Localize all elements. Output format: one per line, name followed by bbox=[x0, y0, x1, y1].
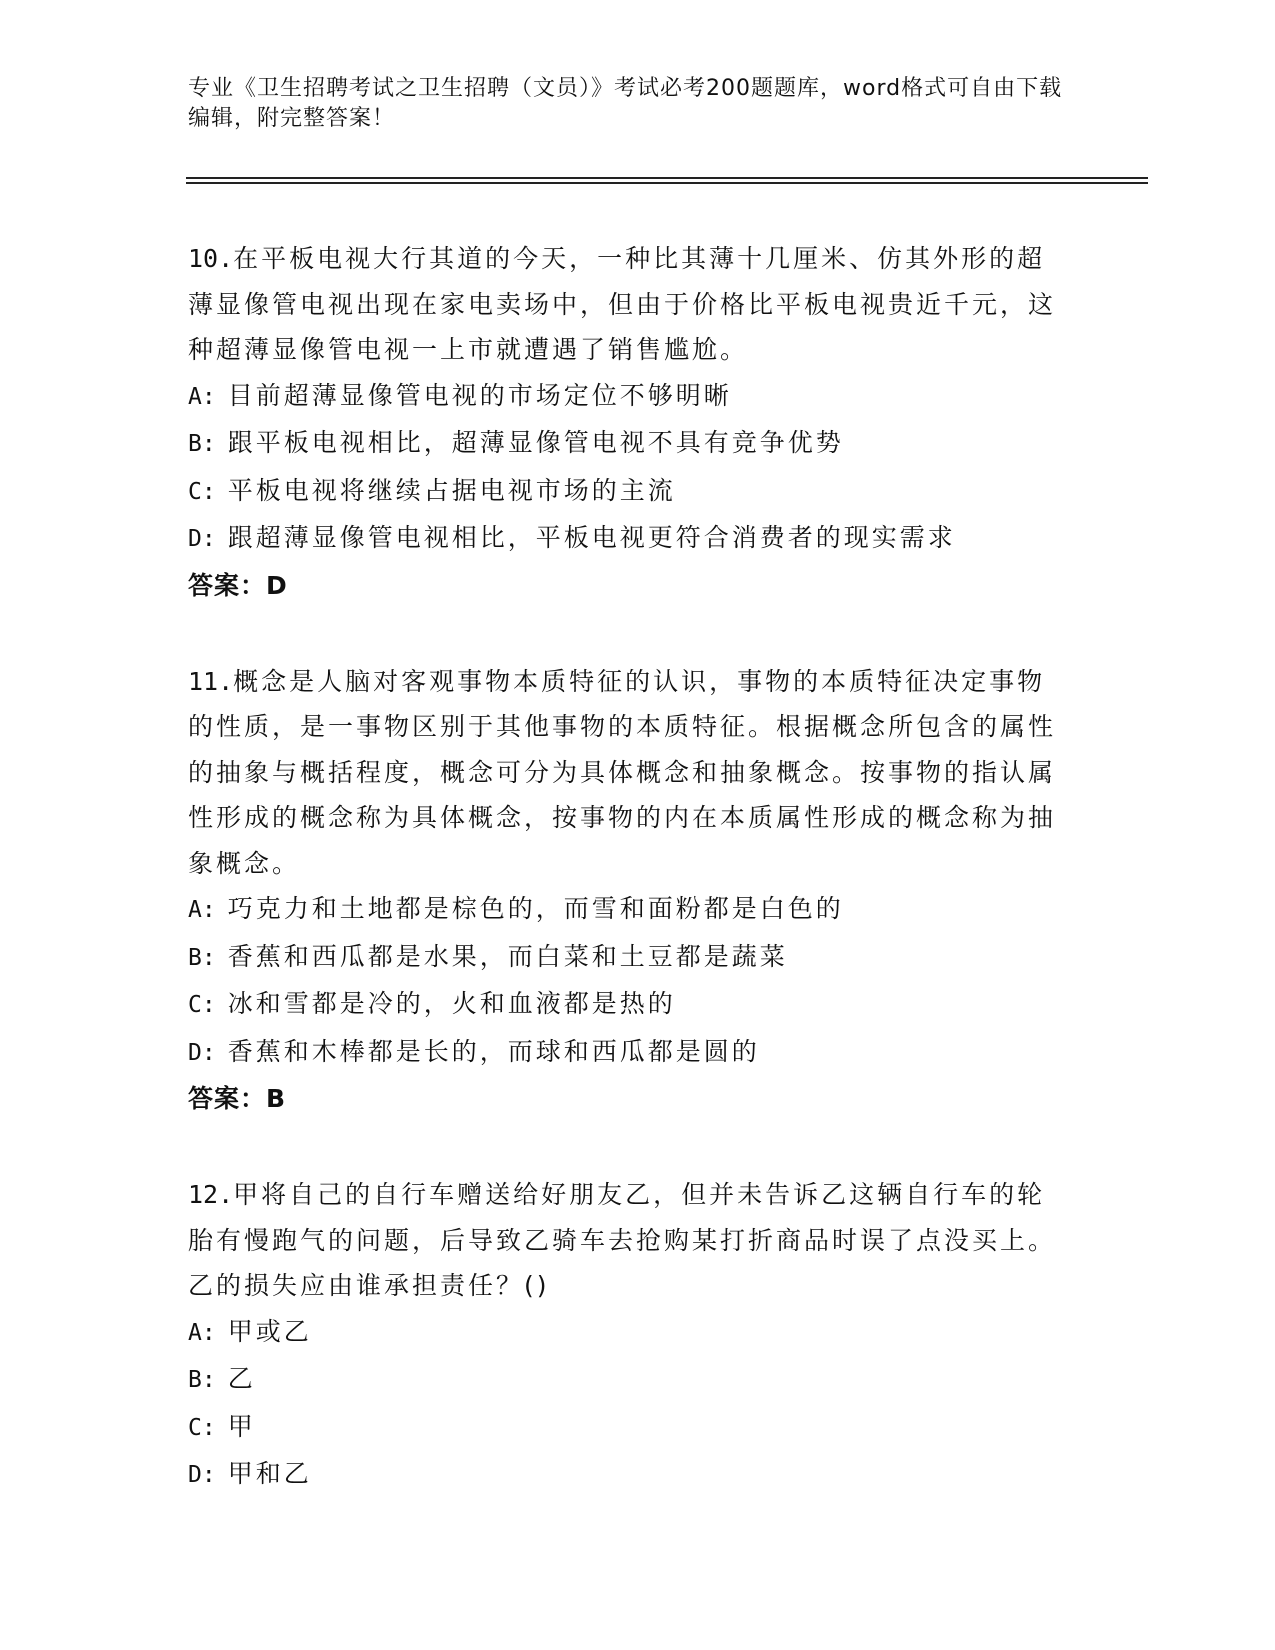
option-letter: D: bbox=[188, 1039, 216, 1066]
question-stem bbox=[188, 236, 1068, 373]
option-a bbox=[188, 886, 1068, 934]
option-text: 跟平板电视相比，超薄显像管电视不具有竞争优势 bbox=[227, 428, 844, 457]
option-text: 香蕉和西瓜都是水果，而白菜和土豆都是蔬菜 bbox=[227, 941, 788, 971]
question-text: 甲将自己的自行车赠送给好朋友乙，但并未告诉乙这辆自行车的轮胎有慢跑气的问题，后导致乙骑车去抢购某打折商品时误了点没买上。乙的损失应由谁承担责任？() bbox=[188, 1180, 1057, 1300]
option-letter: A: bbox=[188, 897, 216, 923]
question-text: 在平板电视大行其道的今天，一种比其薄十几厘米、仿其外形的超薄显像管电视出现在家电卖场中，但由于价格比平板电视贵近千元，这种超薄显像管电视一上市就遭遇了销售尴尬。 bbox=[188, 244, 1057, 364]
option-letter: C: bbox=[188, 992, 216, 1018]
option-text: 平板电视将继续占据电视市场的主流 bbox=[227, 475, 676, 505]
option-text: 跟超薄显像管电视相比，平板电视更符合消费者的现实需求 bbox=[227, 523, 956, 552]
option-b bbox=[188, 420, 1068, 468]
option-text: 冰和雪都是冷的，火和血液都是热的 bbox=[227, 989, 676, 1018]
option-letter: B: bbox=[188, 944, 216, 971]
option-letter: A: bbox=[188, 383, 216, 410]
question-text: 概念是人脑对客观事物本质特征的认识，事物的本质特征决定事物的性质，是一事物区别于其他事物的本质特征。根据概念所包含的属性的抽象与概括程度，概念可分为具体概念和抽象概念。按事物的指认属性形成的概念称为具体概念，按事物的内在本质属性形成的概念称为抽象概念。 bbox=[188, 666, 1057, 878]
option-a bbox=[188, 373, 1068, 421]
option-text: 甲 bbox=[227, 1411, 256, 1441]
option-d bbox=[188, 1451, 1068, 1499]
question-list bbox=[188, 236, 1068, 1549]
question-12 bbox=[188, 1172, 1068, 1499]
option-letter: C: bbox=[188, 478, 216, 505]
question-stem bbox=[188, 1172, 1068, 1309]
answer-line: 答案：B bbox=[188, 1084, 287, 1113]
option-c bbox=[188, 468, 1068, 516]
question-stem bbox=[188, 659, 1068, 887]
document-header: 专业《卫生招聘考试之卫生招聘（文员）》考试必考200题题库，word格式可自由下载编辑，附完整答案！ bbox=[188, 76, 1063, 131]
option-letter: A: bbox=[188, 1319, 216, 1346]
option-d bbox=[188, 1029, 1068, 1077]
question-number: 12. bbox=[188, 1180, 234, 1209]
option-text: 乙 bbox=[227, 1364, 256, 1393]
question-number: 10. bbox=[188, 244, 234, 273]
option-letter: C: bbox=[188, 1414, 216, 1441]
option-text: 香蕉和木棒都是长的，而球和西瓜都是圆的 bbox=[227, 1036, 760, 1066]
option-text: 甲和乙 bbox=[227, 1459, 312, 1488]
option-letter: D: bbox=[188, 1462, 216, 1488]
header-divider-bottom bbox=[186, 182, 1148, 184]
option-a bbox=[188, 1309, 1068, 1357]
option-text: 巧克力和土地都是棕色的，而雪和面粉都是白色的 bbox=[227, 894, 844, 923]
option-letter: B: bbox=[188, 1367, 216, 1393]
option-c bbox=[188, 981, 1068, 1029]
answer-line: 答案：D bbox=[188, 570, 288, 600]
option-text: 目前超薄显像管电视的市场定位不够明晰 bbox=[227, 380, 732, 410]
option-letter: B: bbox=[188, 431, 216, 457]
option-c bbox=[188, 1404, 1068, 1452]
option-text: 甲或乙 bbox=[227, 1316, 312, 1346]
header-divider-top bbox=[186, 177, 1148, 179]
question-10 bbox=[188, 236, 1068, 609]
option-letter: D: bbox=[188, 526, 216, 552]
question-11 bbox=[188, 659, 1068, 1123]
option-b bbox=[188, 934, 1068, 982]
question-number: 11. bbox=[188, 666, 234, 696]
option-d bbox=[188, 515, 1068, 563]
option-b bbox=[188, 1356, 1068, 1404]
